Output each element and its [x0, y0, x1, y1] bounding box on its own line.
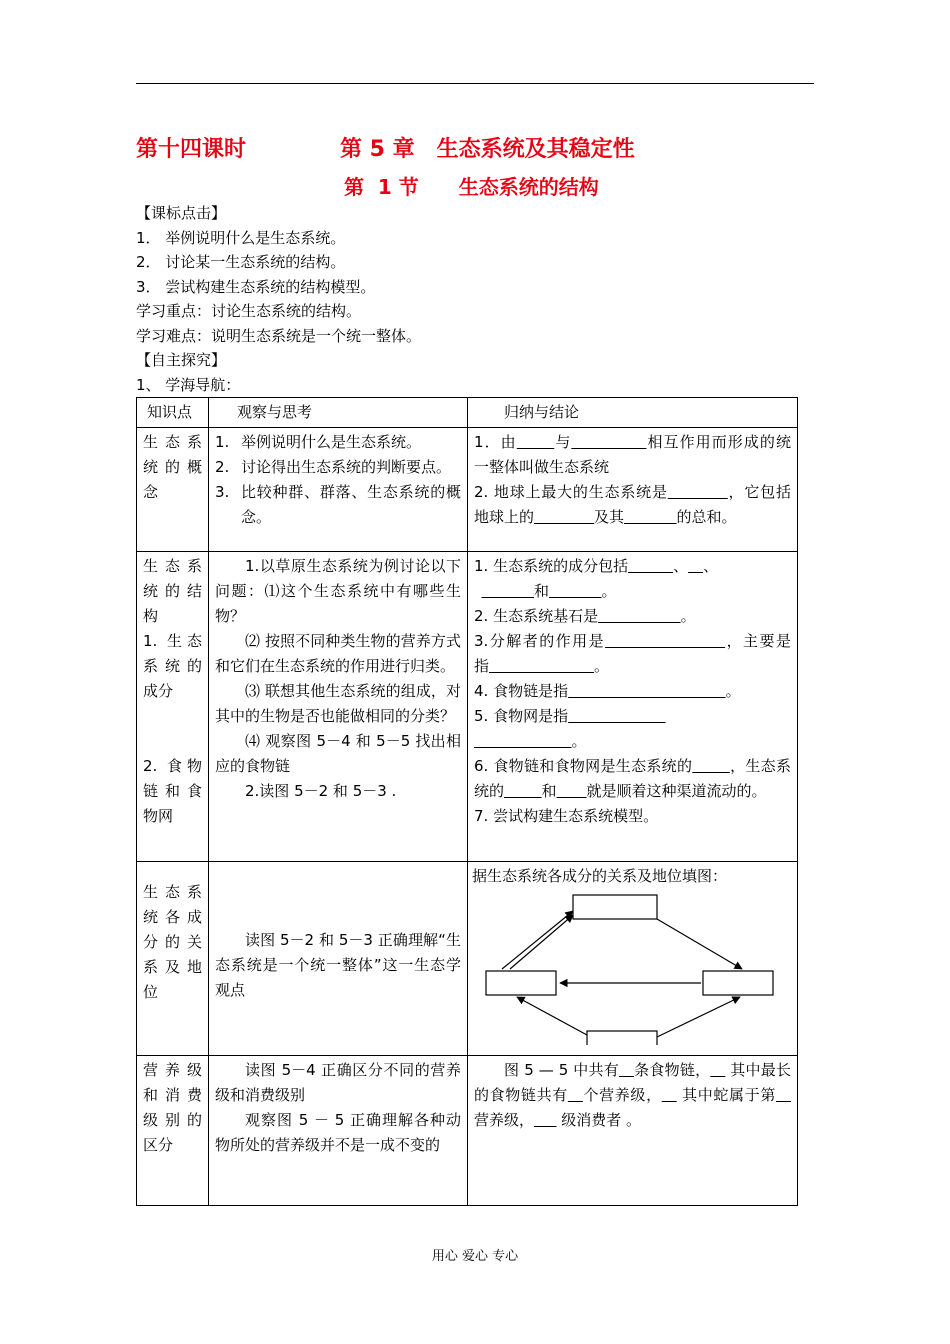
blank-box-bottom[interactable] [587, 1031, 657, 1045]
blank-box-top[interactable] [573, 895, 657, 919]
list-item: 2. 讨论得出生态系统的判断要点。 [215, 458, 452, 476]
lesson-title: 第十四课时 [136, 137, 247, 162]
blank-box-right[interactable] [703, 971, 773, 995]
topic-cell: 生态系统的概念 [137, 428, 209, 552]
table-row [137, 428, 798, 552]
topic-cell: 生态系统的结构 1. 生态系统的成分 2. 食物链和食物网 [137, 552, 209, 862]
arrow-left-to-top [502, 911, 573, 969]
explore-heading: 【自主探究】 [136, 351, 227, 369]
list-item: 1. 举例说明什么是生态系统。 [215, 433, 422, 451]
table-header-row [137, 398, 798, 428]
key-point: 学习重点：讨论生态系统的结构。 [136, 302, 362, 320]
observe-cell: 读图 5－4 正确区分不同的营养级和消费级别 观察图 5 － 5 正确理解各种动物所处的营养级并不是一成不变的 [209, 1056, 468, 1206]
goal-item: 1． 举例说明什么是生态系统。 [136, 229, 346, 247]
observe-cell: 读图 5－2 和 5－3 正确理解“生态系统是一个统一整体”这一生态学观点 [209, 862, 468, 1056]
top-rule [136, 83, 814, 84]
conclude-cell: 1．由 与 相互作用而形成的统一整体叫做生态系统 2. 地球上最大的生态系统是 ，它包括地球上的 及其 的总和。 [468, 428, 798, 552]
conclude-cell: 1. 生态系统的成分包括 、 、 和 。 2. 生态系统基石是 。 3.分解者的作用是 ，主要是指 。 4. 食物链是指 。 5. 食物网是指 。 6. 食物链和食物网是生态系统的 ，生态系统的 和 就是顺着这种渠道流动的。 7. 尝试构建生态系统模型。 [468, 552, 798, 862]
nav-label: 1、 学海导航： [136, 376, 241, 394]
goals-heading: 【课标点击】 [136, 204, 227, 222]
header-conclude: 归纳与结论 [468, 398, 798, 428]
conclude-cell: 图 5 — 5 中共有 条食物链， 其中最长的食物链共有 个营养级， 其中蛇属于第 营养级， 级消费者 。 [468, 1056, 798, 1206]
topic-cell: 生态系统各成分的关系及地位 [137, 862, 209, 1056]
topic-cell: 营养级和消费级别的区分 [137, 1056, 209, 1206]
arrow-bottom-to-left [517, 997, 587, 1035]
ecosystem-diagram [472, 889, 792, 1045]
arrow-bottom-to-right [657, 997, 740, 1037]
header-topic: 知识点 [137, 398, 209, 428]
goal-item: 2． 讨论某一生态系统的结构。 [136, 253, 346, 271]
table-row [137, 862, 798, 1056]
table-row [137, 1056, 798, 1206]
difficulty-point: 学习难点：说明生态系统是一个统一整体。 [136, 327, 422, 345]
chapter-title: 第 5 章 生态系统及其稳定性 [340, 137, 635, 162]
observe-cell: 1.以草原生态系统为例讨论以下问题：⑴这个生态系统中有哪些生物？ ⑵ 按照不同种类生物的营养方式和它们在生态系统的作用进行归类。 ⑶ 联想其他生态系统的组成，对其中的生物是否也能做相同的分类？ ⑷ 观察图 5－4 和 5－5 找出相应的食物链 2.读图 5－2 和 5－3 . [209, 552, 468, 862]
goal-item: 3． 尝试构建生态系统的结构模型。 [136, 278, 376, 296]
page-footer: 用心 爱心 专心 [431, 1249, 519, 1264]
conclude-cell: 据生态系统各成分的关系及地位填图： [468, 862, 798, 1056]
blank-box-left[interactable] [486, 971, 556, 995]
observe-cell [209, 428, 468, 552]
section-title: 第 1 节 生态系统的结构 [344, 175, 599, 199]
arrow-top-to-left [510, 915, 573, 969]
table-row [137, 552, 798, 862]
header-observe: 观察与思考 [209, 398, 468, 428]
arrow-top-to-right [657, 919, 742, 969]
list-item: 3. 比较种群、群落、生态系统的概念。 [215, 483, 461, 526]
study-table [136, 397, 798, 1206]
